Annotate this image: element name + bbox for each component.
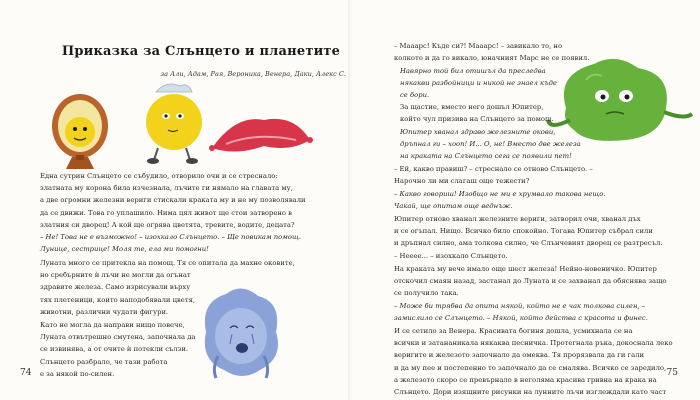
page-number-left: 74 bbox=[20, 368, 32, 378]
right-paragraph-10: – Може би трябва да опита някой, който не е чак толкова силен, – замислило се Слънцето. – Някой, който действа с красота и финес. bbox=[394, 302, 648, 323]
blue-character-illustration bbox=[196, 282, 286, 392]
left-paragraph-1: Една сутрин Слънцето се събудило, отворило очи и се стреснало: златната му корона била изчезнала, лъчите ги нямало на главата му, а две огромни железни вериги стискали краката му и не му позволявали да се движи. Това го уплашило. Нима цял живот ще стои затворено в златния си дворец! А кой ще огрява цветята, тревите, водите, децата? bbox=[40, 172, 306, 229]
right-paragraph-7: Юпитер отново хванал железните вериги, затворил очи, хванал дъх и се огъпал. Нищо. Всичко било спокойно. Тогава Юпитер събрал сили и дръпнал силно, ама толкова силно, че Слънчевият дворец се разтресъл. bbox=[394, 215, 663, 248]
right-page bbox=[350, 0, 700, 400]
page-number-right: 75 bbox=[666, 368, 678, 378]
right-paragraph-9: На краката му вече имало още шест железа! Нейно-новеничко. Юпитер отскочил смаян назад, застанал до Луната и се захванал да обяснява защо се получило така. bbox=[394, 265, 667, 298]
right-paragraph-2: Навярно той бил отишъл да преследва някакви разбойници и никой не знаел къде се бори. bbox=[400, 67, 557, 100]
right-paragraph-1: – Мааарс! Къде си?! Мааарс! – завикало то, но колкото и да го викало, юначният Марс не се появил. bbox=[394, 42, 590, 63]
sun-character-illustration bbox=[136, 78, 216, 168]
right-paragraph-3: За щастие, вместо него дошъл Юпитер, който чул призива на Слънцето за помощ. bbox=[400, 103, 554, 124]
right-paragraph-8: – Нееее... – изохкало Слънцето. bbox=[394, 252, 508, 260]
left-paragraph-2: – Не! Това не е възможно! – изохкало Слънцето. – Ще повикам помощ. Лунице, сестрице! Моля те, ела ми помогни! bbox=[40, 233, 301, 254]
left-paragraph-3: Луната много се притекла на помощ. Тя се опитала да махне оковите, но сребърните ѝ лъчи не могли да огънат здравите железа. Само изрисували върху тях плетеници, които наподобявали цветя, животни, различни чудати фигури. bbox=[40, 259, 295, 316]
mirror-illustration bbox=[34, 74, 134, 174]
left-paragraph-4: Като не могла да направи нищо повече, Луната отвътрешно смутена, започнала да се извинява, а от очите ѝ потекли сълзи. bbox=[40, 321, 196, 354]
right-paragraph-5: – Ей, какво правиш? – стреснало се отново Слънцето. – Нарочно ли ми слагаш още тежести? bbox=[394, 165, 593, 186]
pillow-illustration bbox=[206, 104, 316, 164]
story-title: Приказка за Слънцето и планетите bbox=[61, 44, 341, 59]
right-paragraph-4: Юпитер хванал здраво железните окови, дръпнал ги – хооп! И... О, не! Вместо две железа на краката на Слънцето сега се появили пет! bbox=[400, 128, 581, 161]
right-paragraph-6: – Какво говориш! Изобщо не ми е хрумвало такова нещо. Чакай, ще опитам още веднъж. bbox=[394, 190, 606, 211]
dedication: за Али, Адам, Рая, Вероника, Венера, Даки, Алекс С. bbox=[160, 70, 346, 78]
left-paragraph-5: Слънцето разбрало, че тази работа е за някой по-силен. bbox=[40, 358, 168, 379]
right-paragraph-11: И се сетило за Венера. Красивата богиня дошла, усмихнала се на всички и затананикала някаква песничка. Протегнала ръка, докоснала леко веригите и железото започнало да омеква. Тя прорязвала да ги гали и да му пее и постепенно то започнало да се смалява. Всичко се заредило, а железото скоро се превърнало в неголяма красива гривна на крака на Слънцето. Дори изящните рисунки на лунните лъчи изглеждали като част bbox=[394, 327, 673, 397]
